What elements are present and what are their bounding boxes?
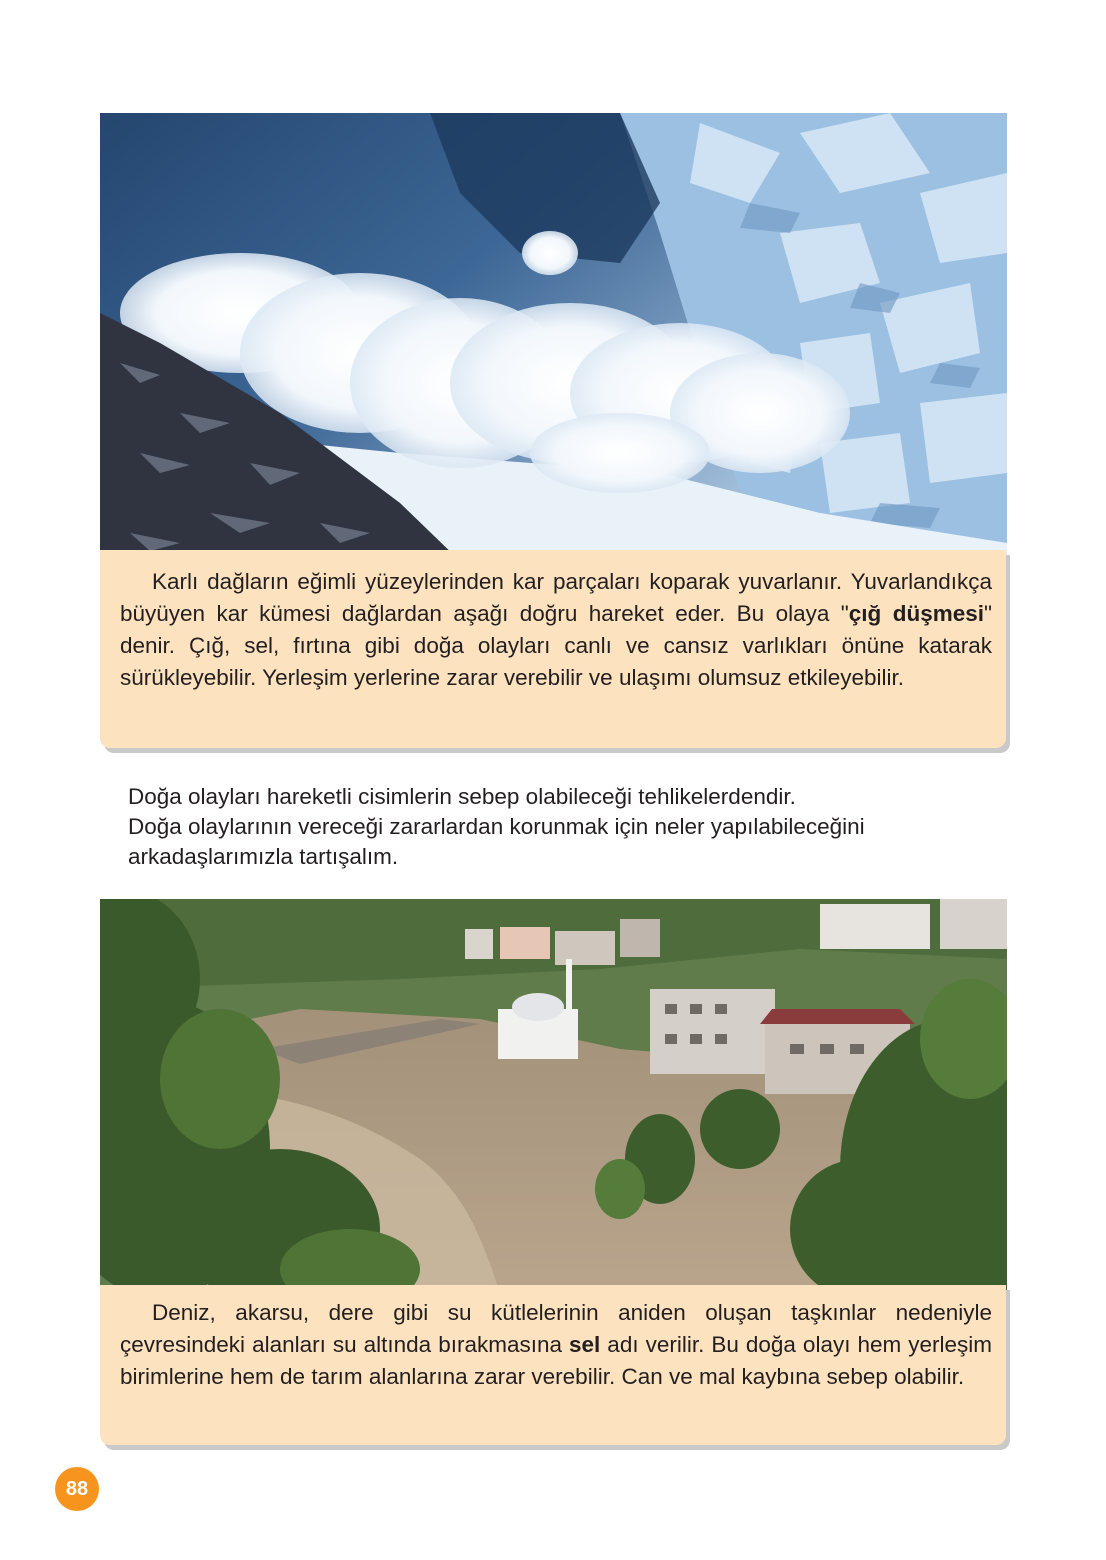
paragraph-line-2: Doğa olaylarının vereceği zararlardan korunmak için neler yapılabileceğini arkadaşlarımızla tartışalım. (128, 814, 865, 869)
avalanche-info-box (100, 550, 1006, 748)
discussion-paragraph (128, 782, 1008, 872)
paragraph-line-1: Doğa olayları hareketli cisimlerin sebep olabileceği tehlikelerdendir. (128, 784, 796, 809)
avalanche-term: çığ düşmesi (848, 601, 985, 626)
page-number-badge: 88 (55, 1467, 99, 1511)
flood-term: sel (569, 1332, 601, 1357)
flood-photo (100, 899, 1007, 1294)
flood-info-box (100, 1285, 1006, 1445)
avalanche-photo (100, 113, 1007, 561)
avalanche-text: Karlı dağların eğimli yüzeylerinden kar parçaları koparak yuvarlanır. Yuvarlandıkça büyüyen kar kümesi dağlardan aşağı doğru hareket eder. Bu olaya "çığ düşmesi" denir. Çığ, sel, fırtına gibi doğa olayları canlı ve cansız varlıkları önüne katarak sürükleyebilir. Yerleşim yerlerine zarar verebilir ve ulaşımı olumsuz etkileyebilir. (120, 569, 993, 690)
flood-text: Deniz, akarsu, dere gibi su kütlelerinin aniden oluşan taşkınlar nedeniyle çevresindeki alanları su altında bırakmasına sel adı verilir. Bu doğa olayı hem yerleşim birimlerine hem de tarım alanlarına zarar verebilir. Can ve mal kaybına sebep olabilir. (120, 1300, 992, 1389)
